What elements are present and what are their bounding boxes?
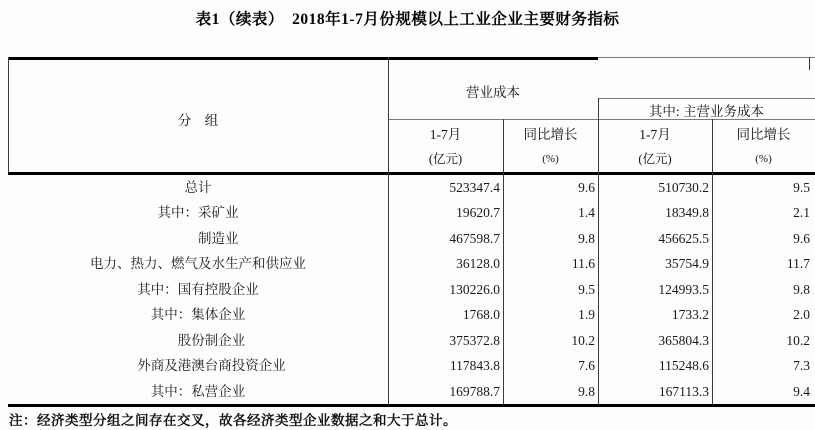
row-label: 其中：私营企业	[150, 383, 246, 399]
col-period-label: 同比增长	[523, 127, 578, 142]
row-value: 167113.3	[658, 383, 709, 399]
table-row	[8, 175, 815, 200]
row-value: 1733.2	[671, 307, 709, 323]
table-row	[8, 200, 815, 225]
col-unit-label: (%)	[542, 153, 559, 165]
rule-subheader-top	[598, 98, 815, 99]
row-value: 9.8	[578, 383, 595, 399]
row-value: 11.6	[571, 256, 595, 272]
row-value: 10.2	[786, 332, 810, 348]
header-col-growth-1	[503, 122, 598, 172]
col-unit-label: (%)	[755, 153, 772, 165]
header-operating-cost: 营业成本	[466, 85, 520, 100]
row-label: 总计	[184, 180, 212, 195]
table-row	[8, 353, 815, 378]
row-value: 11.7	[786, 256, 810, 272]
row-value: 2.0	[793, 307, 810, 323]
row-value: 523347.4	[449, 180, 500, 195]
row-value: 375372.8	[449, 332, 500, 348]
header-main-business-cost: 其中: 主营业务成本	[648, 104, 765, 119]
row-value: 9.5	[578, 281, 595, 297]
row-value: 9.8	[793, 281, 810, 297]
row-value: 2.1	[793, 205, 810, 221]
row-value: 19620.7	[456, 205, 500, 221]
row-value: 18349.8	[665, 205, 709, 221]
table-row	[8, 379, 815, 404]
row-value: 7.3	[793, 358, 810, 374]
row-value: 467598.7	[449, 230, 500, 246]
row-value: 1768.0	[462, 307, 500, 323]
row-value: 365804.3	[658, 332, 709, 348]
table-body	[8, 175, 815, 404]
rule-table-bottom	[8, 404, 815, 407]
header-group: 分 组	[177, 113, 219, 128]
row-value: 1.9	[578, 307, 595, 323]
col-unit-label: (亿元)	[428, 152, 463, 166]
row-value: 456625.5	[658, 230, 709, 246]
row-value: 7.6	[578, 358, 595, 374]
row-value: 35754.9	[665, 256, 709, 272]
table-row	[8, 302, 815, 327]
row-value: 117843.8	[449, 358, 500, 374]
col-period-label: 同比增长	[736, 127, 791, 142]
rule-top-thick	[8, 57, 598, 60]
col-unit-label: (亿元)	[638, 152, 672, 166]
header-col-period-1	[388, 122, 503, 172]
row-value: 36128.0	[456, 256, 500, 272]
table-row	[8, 251, 815, 276]
row-value: 9.5	[793, 180, 810, 195]
row-value: 169788.7	[449, 383, 500, 399]
table-title: 表1（续表） 2018年1-7月份规模以上工业企业主要财务指标	[195, 11, 620, 28]
row-label: 外商及港澳台商投资企业	[110, 358, 286, 374]
col-period-label: 1-7月	[429, 127, 462, 142]
row-label: 股份制企业	[150, 332, 246, 348]
row-value: 510730.2	[658, 180, 709, 195]
row-label: 其中：采矿业	[157, 205, 239, 221]
row-value: 10.2	[571, 332, 595, 348]
row-value: 1.4	[578, 205, 595, 221]
table-row	[8, 226, 815, 251]
row-label: 其中：国有控股企业	[137, 281, 259, 297]
header-col-period-2	[598, 122, 712, 172]
table-row	[8, 328, 815, 353]
table-row	[8, 277, 815, 302]
row-value: 9.4	[793, 383, 810, 399]
row-value: 9.6	[793, 230, 810, 246]
row-value: 124993.5	[658, 281, 709, 297]
row-label: 电力、热力、燃气及水生产和供应业	[90, 256, 306, 272]
footnote: 注：经济类型分组之间存在交叉，故各经济类型企业数据之和大于总计。	[9, 413, 457, 428]
rule-right-stub	[809, 57, 810, 70]
row-label: 制造业	[157, 230, 239, 246]
row-value: 9.8	[578, 230, 595, 246]
col-period-label: 1-7月	[639, 127, 671, 142]
row-value: 115248.6	[658, 358, 709, 374]
row-label: 其中：集体企业	[150, 307, 246, 323]
row-value: 9.6	[578, 180, 595, 195]
rule-top-thin	[598, 57, 815, 58]
header-col-growth-2	[712, 122, 815, 172]
row-value: 130226.0	[449, 281, 500, 297]
